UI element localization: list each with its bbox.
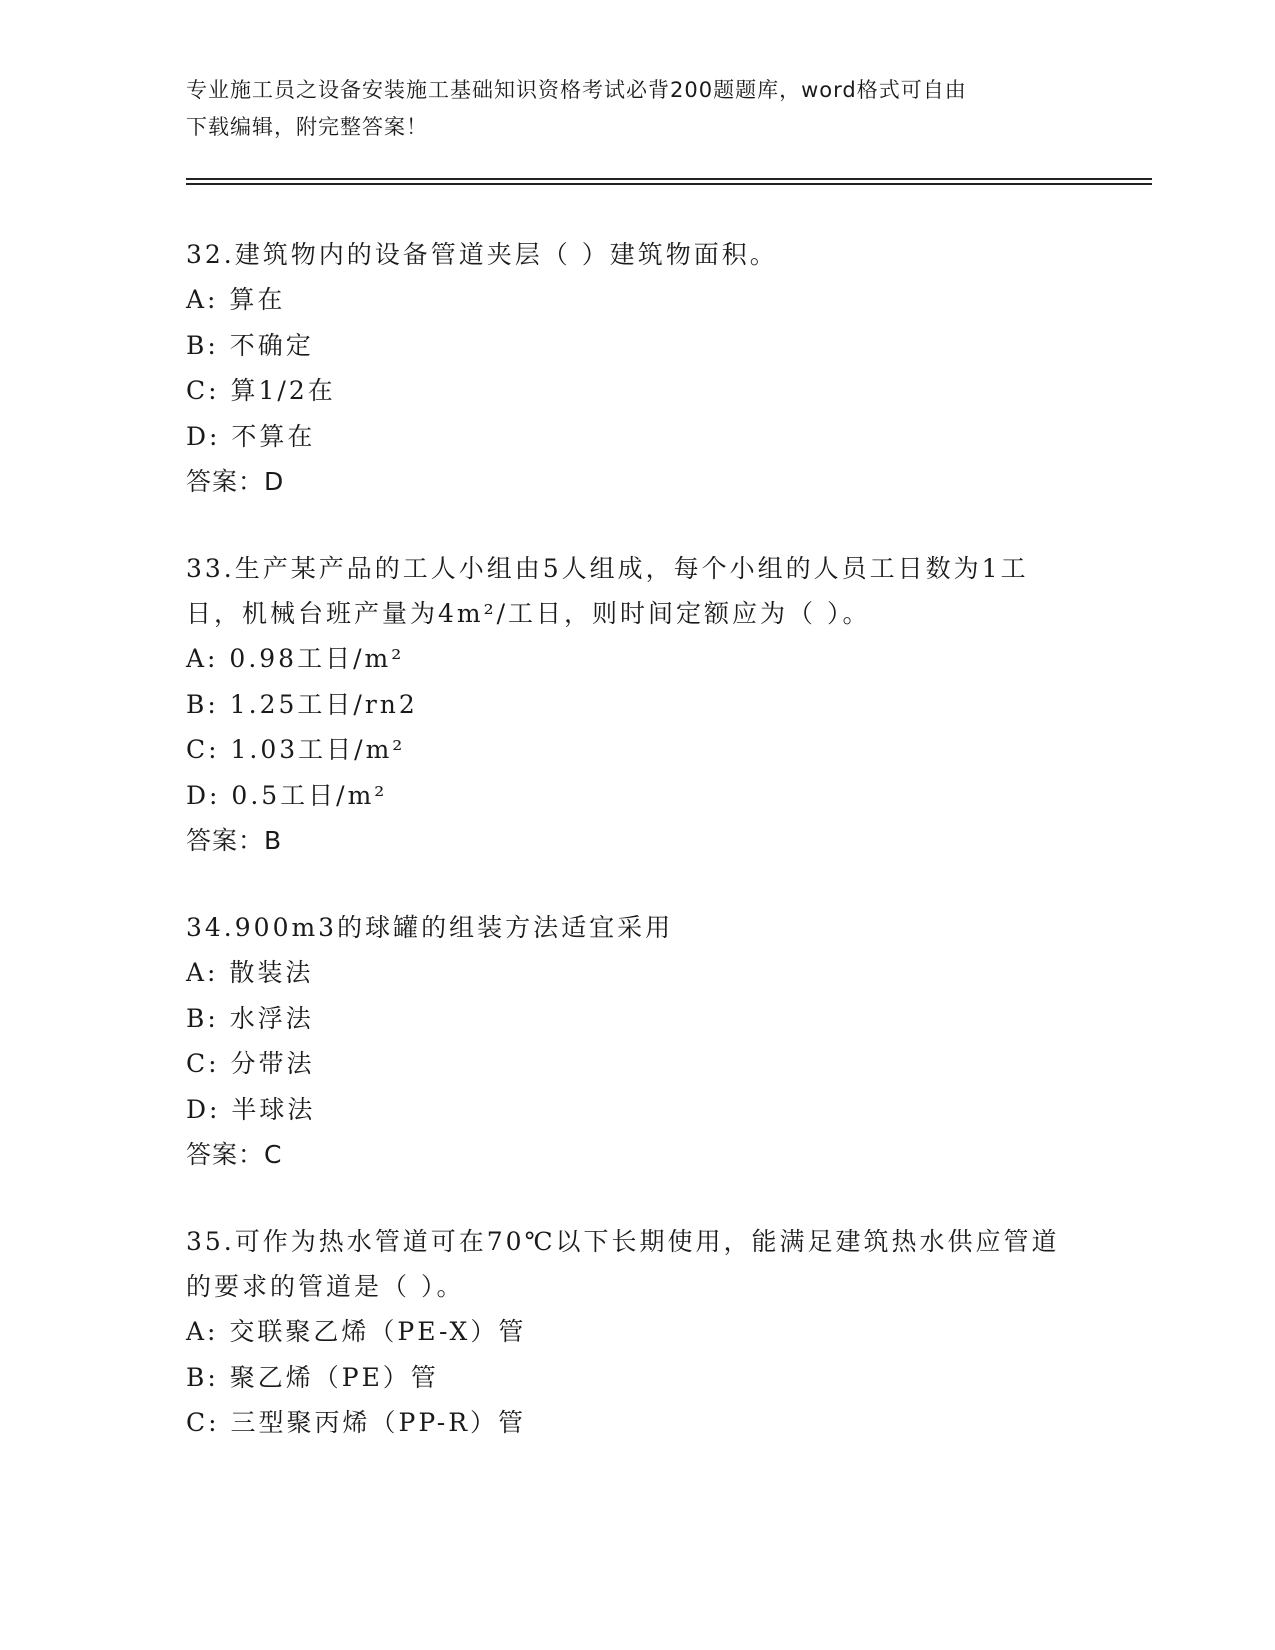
option-d: D: 半球法 (186, 1094, 316, 1124)
option-c: C: 算1/2在 (186, 376, 336, 405)
question-text-line-2: 日，机械台班产量为4m²/工日，则时间定额应为（ ）。 (186, 599, 871, 628)
option-d: D: 不算在 (186, 421, 316, 451)
answer-label: 答案：B (186, 826, 283, 855)
option-b: B: 不确定 (186, 330, 314, 360)
option-a: A: 散装法 (186, 958, 314, 987)
option-c: C: 分带法 (186, 1049, 315, 1078)
question-text-line-1: 33.生产某产品的工人小组由5人组成，每个小组的人员工日数为1工 (186, 554, 1029, 583)
option-b: B: 聚乙烯（PE）管 (186, 1362, 439, 1392)
question-33 (186, 546, 1086, 863)
option-c: C: 1.03工日/m² (186, 735, 406, 764)
option-b: B: 1.25工日/rn2 (186, 689, 418, 719)
question-35 (186, 1219, 1086, 1446)
question-text-line-1: 35.可作为热水管道可在70℃以下长期使用，能满足建筑热水供应管道 (186, 1227, 1060, 1256)
question-text-line-2: 的要求的管道是（ ）。 (186, 1272, 465, 1301)
question-list (186, 232, 1086, 1488)
option-a: A: 交联聚乙烯（PE-X）管 (186, 1317, 527, 1346)
header-divider-bottom (186, 183, 1152, 185)
question-text: 32.建筑物内的设备管道夹层（ ）建筑物面积。 (186, 240, 778, 269)
header-line-1: 专业施工员之设备安装施工基础知识资格考试必背200题题库，word格式可自由 (186, 78, 967, 102)
option-d: D: 0.5工日/m² (186, 780, 388, 810)
header-line-2: 下载编辑，附完整答案！ (186, 115, 428, 139)
document-header (186, 72, 1086, 146)
header-divider-top (186, 178, 1152, 180)
answer-label: 答案：D (186, 467, 285, 496)
question-34 (186, 905, 1086, 1177)
answer-label: 答案：C (186, 1140, 283, 1169)
option-c: C: 三型聚丙烯（PP-R）管 (186, 1408, 527, 1437)
question-text: 34.900m3的球罐的组装方法适宜采用 (186, 913, 674, 942)
option-b: B: 水浮法 (186, 1003, 314, 1033)
question-32 (186, 232, 1086, 504)
option-a: A: 算在 (186, 285, 286, 314)
option-a: A: 0.98工日/m² (186, 644, 405, 673)
